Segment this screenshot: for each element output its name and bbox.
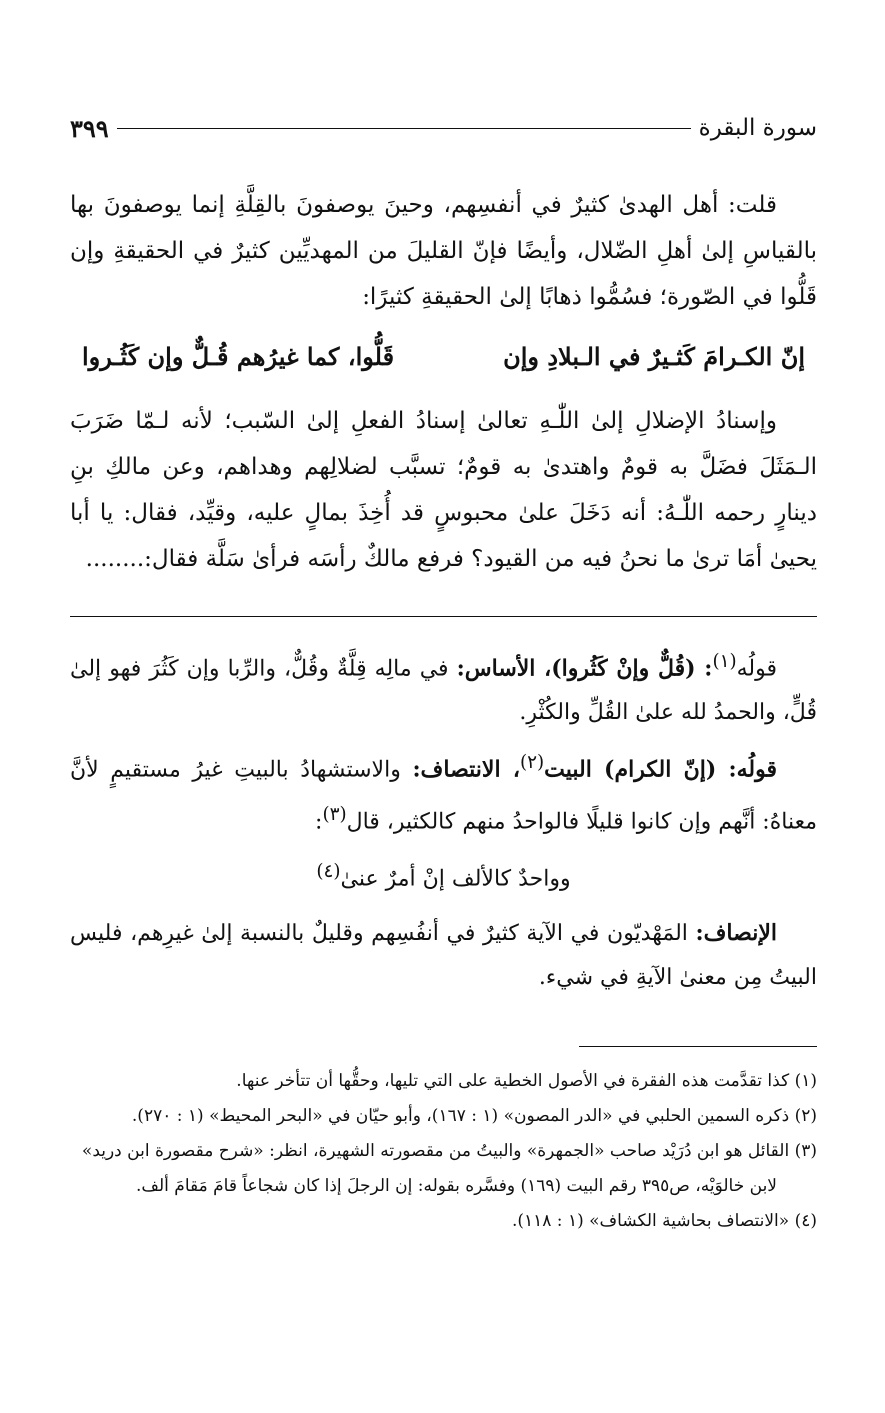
commentary-note-2 <box>70 741 817 844</box>
note-2-label: ، الانتصاف: <box>412 756 520 783</box>
commentary-note-3 <box>70 911 817 1000</box>
footnote-divider <box>579 1046 817 1047</box>
page-header <box>70 108 817 148</box>
paragraph-2: وإسنادُ الإضلالِ إلىٰ اللّٰـهِ تعالىٰ إسنادُ الفعلِ إلىٰ السّبب؛ لأنه لـمّا ضَرَبَ الـمَثَلَ فضَلَّ به قومٌ واهتدىٰ به قومٌ؛ تسبَّب لضلالِهم وهداهم، وعن مالكِ بنِ دينارٍ رحمه اللّٰـهُ: أنه دَخَلَ علىٰ محبوسٍ قد أُخِذَ بمالٍ عليه، وقيِّد، فقال: يا أبا يحيىٰ أمَا ترىٰ ما نحنُ فيه من القيود؟ فرفع مالكٌ رأسَه فرأىٰ سَلَّة فقال:........ <box>70 408 817 572</box>
note-1-text: في مالِه قِلَّةٌ وقُلٌّ، والرِّبا وإن كَثُرَ فهو إلىٰ قُلٍّ، والحمدُ لله علىٰ القُلِّ والكُثْرِ. <box>70 656 817 726</box>
footnote-3: (٣) القائل هو ابن دُرَيْد صاحب «الجمهرة» والبيتُ من مقصورته الشهيرة، انظر: «شرح مقصورة ابن دريد» <box>81 1141 817 1161</box>
note-2-end: : <box>315 808 323 834</box>
footnote-ref-4[interactable]: (٤) <box>316 860 341 882</box>
note-1-quote: : (قُلٌّ وإنْ كَثُروا)، الأساس: <box>456 655 713 682</box>
footnote-1: (١) كذا تقدَّمت هذه الفقرة في الأصول الخطية على التي تليها، وحقُّها أن تتأخر عنها. <box>236 1071 817 1091</box>
note-2-lead: قولُه: (إنّ الكرام) البيت <box>544 756 777 783</box>
footnote-ref-3[interactable]: (٣) <box>322 803 347 825</box>
quoted-verse-text: وواحدٌ كالألف إنْ أمرٌ عنىٰ <box>340 866 571 892</box>
commentary-section <box>70 640 817 1006</box>
footnote-2: (٢) ذكره السمين الحلبي في «الدر المصون» (١ : ١٦٧)، وأبو حيّان في «البحر المحيط» (١ : ٢٧٠). <box>131 1106 817 1126</box>
footnotes-section <box>70 1064 817 1239</box>
footnote-ref-2[interactable]: (٢) <box>519 752 545 774</box>
verse-first-hemistich: إنّ الكـرامَ كَثـيرٌ في الـبلادِ وإن <box>503 342 805 371</box>
commentary-note-1 <box>70 640 817 735</box>
note-3-label: الإنصاف: <box>695 920 777 947</box>
note-1-lead: قولُه <box>736 656 777 682</box>
footnote-ref-1[interactable]: (١) <box>712 651 737 672</box>
main-text <box>70 182 817 582</box>
footnote-3-continued: لابن خالوَيْه، ص٣٩٥ رقم البيت (١٦٩) وفسَّره بقوله: إن الرجلَ إذا كان شجاعاً قامَ مَقامَ ألف. <box>136 1176 777 1196</box>
poetry-verse <box>82 334 805 380</box>
page-number: ٣٩٩ <box>70 113 109 143</box>
note-3-text: المَهْديّون في الآية كثيرٌ في أنفُسِهم وقليلٌ بالنسبة إلىٰ غيرِهم، فليس البيتُ مِن معنىٰ الآيةِ في شيء. <box>70 921 817 991</box>
surah-title: سورة البقرة <box>698 115 817 141</box>
footnote-4: (٤) «الانتصاف بحاشية الكشاف» (١ : ١١٨). <box>511 1211 817 1231</box>
verse-second-hemistich: قَلُّوا، كما غيرُهم قُـلٌّ وإن كَثُـروا <box>82 342 395 371</box>
commentary-divider <box>70 616 817 617</box>
paragraph-1: قلت: أهل الهدىٰ كثيرٌ في أنفسِهم، وحينَ يوصفونَ بالقِلَّةِ إنما يوصفونَ بها بالقياسِ إلىٰ أهلِ الضّلال، وأيضًا فإنّ القليلَ من المهديِّين كثيرٌ في الحقيقةِ وإن قَلُّوا في الصّورة؛ فسُمُّوا ذهابًا إلىٰ الحقيقةِ كثيرًا: <box>70 192 817 310</box>
note-2-text: والاستشهادُ بالبيتِ غيرُ مستقيمٍ لأنَّ معناهُ: أنَّهم وإن كانوا قليلًا فالواحدُ منهم كالكثير، قال <box>70 757 817 834</box>
quoted-verse <box>70 850 817 901</box>
header-rule <box>117 128 691 129</box>
